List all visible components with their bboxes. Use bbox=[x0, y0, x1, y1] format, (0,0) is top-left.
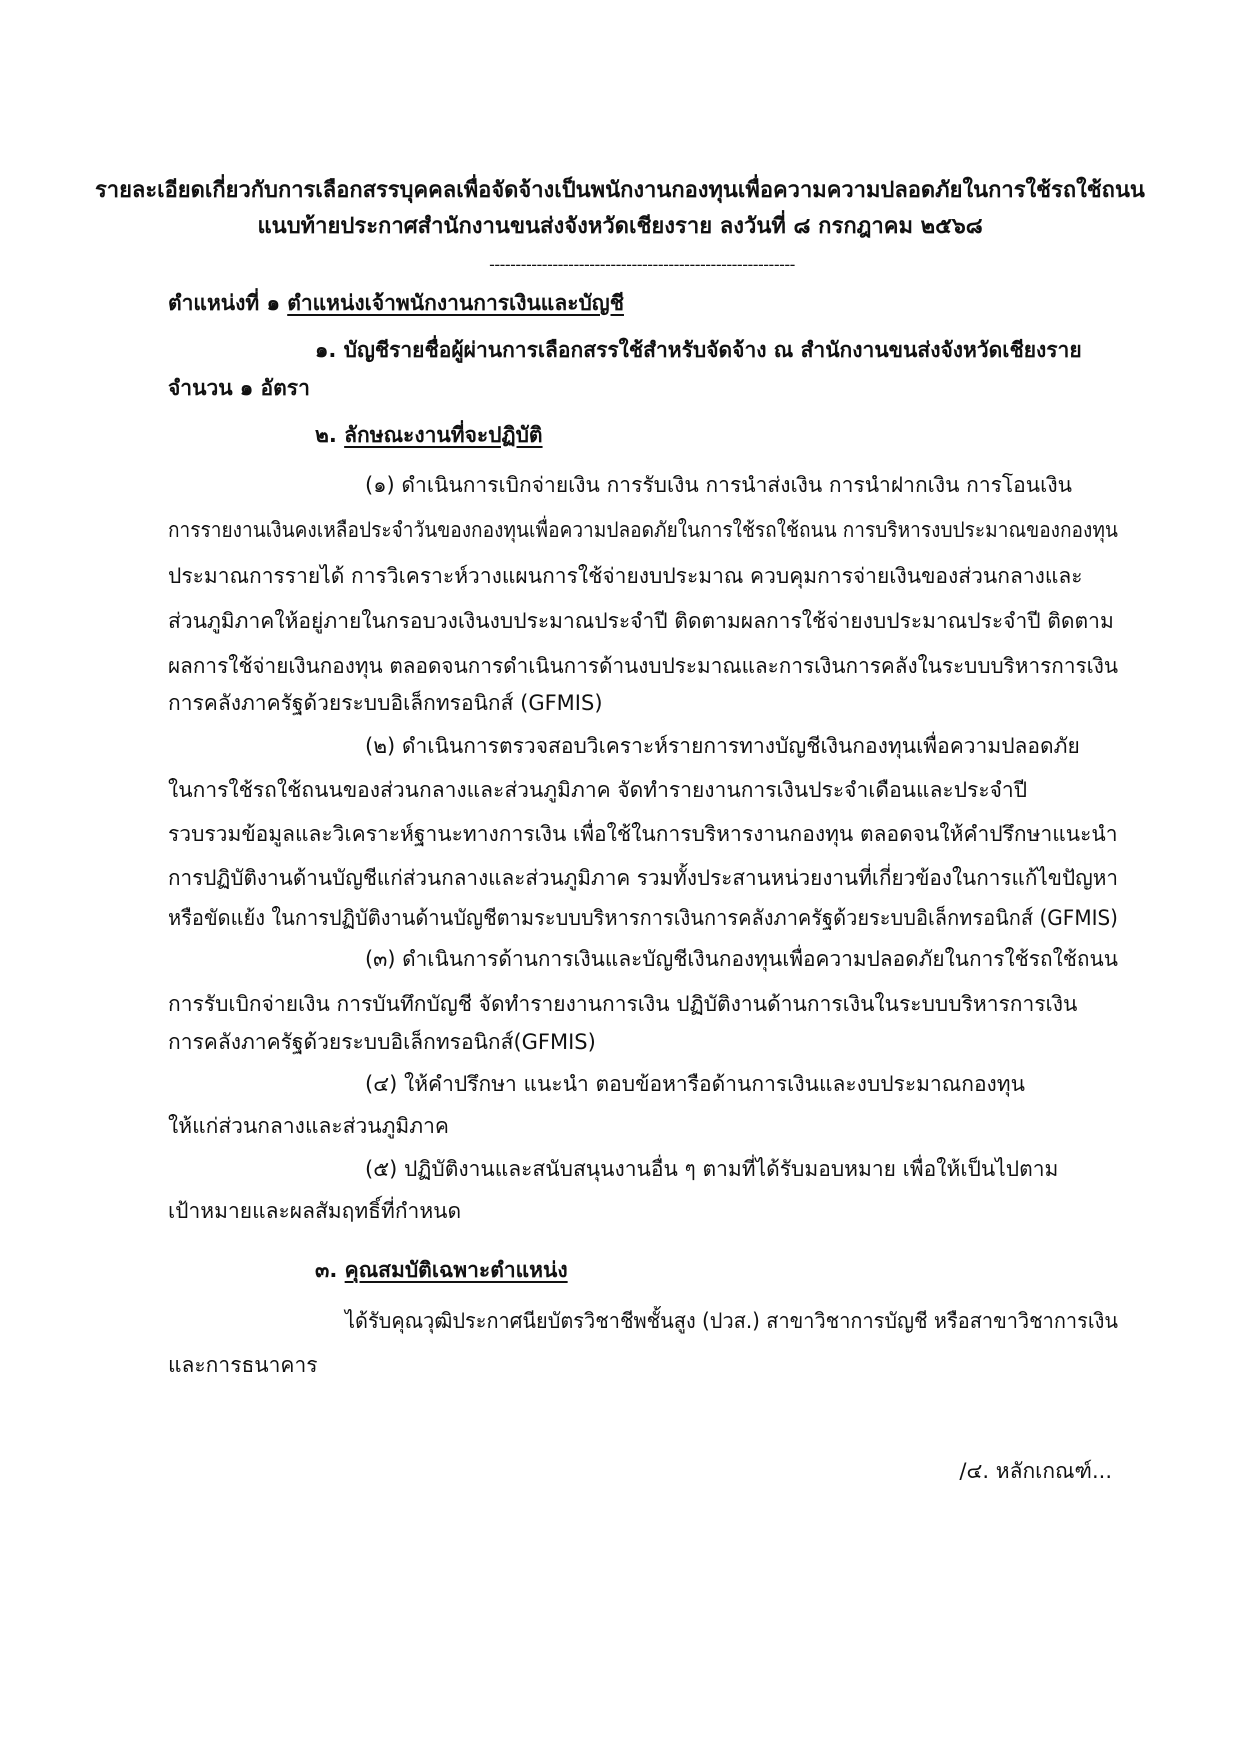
section-3-title: คุณสมบัติเฉพาะตำแหน่ง bbox=[344, 1258, 568, 1282]
item-2-line-3: รวบรวมข้อมูลและวิเคราะห์ฐานะทางการเงิน เพื่อใช้ในการบริหารงานกองทุน ตลอดจนให้คำปรึกษาแนะนำ bbox=[168, 822, 1118, 846]
section-1-line-1: ๑. บัญชีรายชื่อผู้ผ่านการเลือกสรรใช้สำหรับจัดจ้าง ณ สำนักงานขนส่งจังหวัดเชียงราย bbox=[315, 338, 1082, 362]
section-3-line-1: ได้รับคุณวุฒิประกาศนียบัตรวิชาชีพชั้นสูง (ปวส.) สาขาวิชาการบัญชี หรือสาขาวิชาการเงิน bbox=[345, 1309, 1119, 1333]
item-1-line-1: (๑) ดำเนินการเบิกจ่ายเงิน การรับเงิน การนำส่งเงิน การนำฝากเงิน การโอนเงิน bbox=[365, 473, 1072, 497]
position-heading bbox=[168, 288, 624, 318]
item-1-line-3: ประมาณการรายได้ การวิเคราะห์วางแผนการใช้จ่ายงบประมาณ ควบคุมการจ่ายเงินของส่วนกลางและ bbox=[168, 564, 1083, 588]
item-2-line-5: หรือขัดแย้ง ในการปฏิบัติงานด้านบัญชีตามระบบบริหารการเงินการคลังภาครัฐด้วยระบบอิเล็กทรอนิกส์ (GFMIS) bbox=[168, 906, 1119, 930]
item-5-line-2: เป้าหมายและผลสัมฤทธิ์ที่กำหนด bbox=[168, 1199, 462, 1223]
continued-marker: /๔. หลักเกณฑ์... bbox=[959, 1459, 1112, 1483]
item-4-line-1: (๔) ให้คำปรึกษา แนะนำ ตอบข้อหารือด้านการเงินและงบประมาณกองทุน bbox=[365, 1072, 1026, 1096]
item-5-line-1: (๕) ปฏิบัติงานและสนับสนุนงานอื่น ๆ ตามที่ได้รับมอบหมาย เพื่อให้เป็นไปตาม bbox=[365, 1157, 1059, 1181]
document-title-line-2: แนบท้ายประกาศสำนักงานขนส่งจังหวัดเชียงราย ลงวันที่ ๘ กรกฎาคม ๒๕๖๘ bbox=[257, 214, 983, 239]
section-3-line-2: และการธนาคาร bbox=[168, 1353, 318, 1377]
item-1-line-6: การคลังภาครัฐด้วยระบบอิเล็กทรอนิกส์ (GFMIS) bbox=[168, 691, 603, 715]
item-2-line-2: ในการใช้รถใช้ถนนของส่วนกลางและส่วนภูมิภาค จัดทำรายงานการเงินประจำเดือนและประจำปี bbox=[168, 778, 1028, 802]
title-divider: ---------------------------------------------------------- bbox=[489, 255, 795, 274]
item-3-line-2: การรับเบิกจ่ายเงิน การบันทึกบัญชี จัดทำรายงานการเงิน ปฏิบัติงานด้านการเงินในระบบบริหารการเงิน bbox=[168, 992, 1078, 1016]
item-1-line-2: การรายงานเงินคงเหลือประจำวันของกองทุนเพื่อความปลอดภัยในการใช้รถใช้ถนน การบริหารงบประมาณของกองทุน bbox=[168, 518, 1118, 542]
item-4-line-2: ให้แก่ส่วนกลางและส่วนภูมิภาค bbox=[168, 1114, 449, 1138]
item-2-line-4: การปฏิบัติงานด้านบัญชีแก่ส่วนกลางและส่วนภูมิภาค รวมทั้งประสานหน่วยงานที่เกี่ยวข้องในการแก้ไขปัญหา bbox=[168, 866, 1119, 890]
section-3-number: ๓. bbox=[315, 1258, 338, 1282]
section-3-heading bbox=[315, 1255, 568, 1285]
item-2-line-1: (๒) ดำเนินการตรวจสอบวิเคราะห์รายการทางบัญชีเงินกองทุนเพื่อความปลอดภัย bbox=[365, 734, 1080, 758]
section-2-title: ลักษณะงานที่จะปฏิบัติ bbox=[344, 423, 543, 447]
section-2-heading bbox=[315, 420, 543, 450]
position-label: ตำแหน่งที่ ๑ bbox=[168, 291, 280, 315]
section-2-number: ๒. bbox=[315, 423, 337, 447]
item-3-line-3: การคลังภาครัฐด้วยระบบอิเล็กทรอนิกส์(GFMIS) bbox=[168, 1030, 596, 1054]
document-title-line-1: รายละเอียดเกี่ยวกับการเลือกสรรบุคคลเพื่อจัดจ้างเป็นพนักงานกองทุนเพื่อความความปลอดภัยในการใช้รถใช้ถนน bbox=[95, 178, 1145, 203]
item-1-line-4: ส่วนภูมิภาคให้อยู่ภายในกรอบวงเงินงบประมาณประจำปี ติดตามผลการใช้จ่ายงบประมาณประจำปี ติดตาม bbox=[168, 609, 1114, 633]
section-1-line-2: จำนวน ๑ อัตรา bbox=[168, 376, 310, 400]
item-1-line-5: ผลการใช้จ่ายเงินกองทุน ตลอดจนการดำเนินการด้านงบประมาณและการเงินการคลังในระบบบริหารการเงิน bbox=[168, 654, 1119, 678]
item-3-line-1: (๓) ดำเนินการด้านการเงินและบัญชีเงินกองทุนเพื่อความปลอดภัยในการใช้รถใช้ถนน bbox=[365, 947, 1118, 971]
position-name: ตำแหน่งเจ้าพนักงานการเงินและบัญชี bbox=[287, 291, 624, 315]
